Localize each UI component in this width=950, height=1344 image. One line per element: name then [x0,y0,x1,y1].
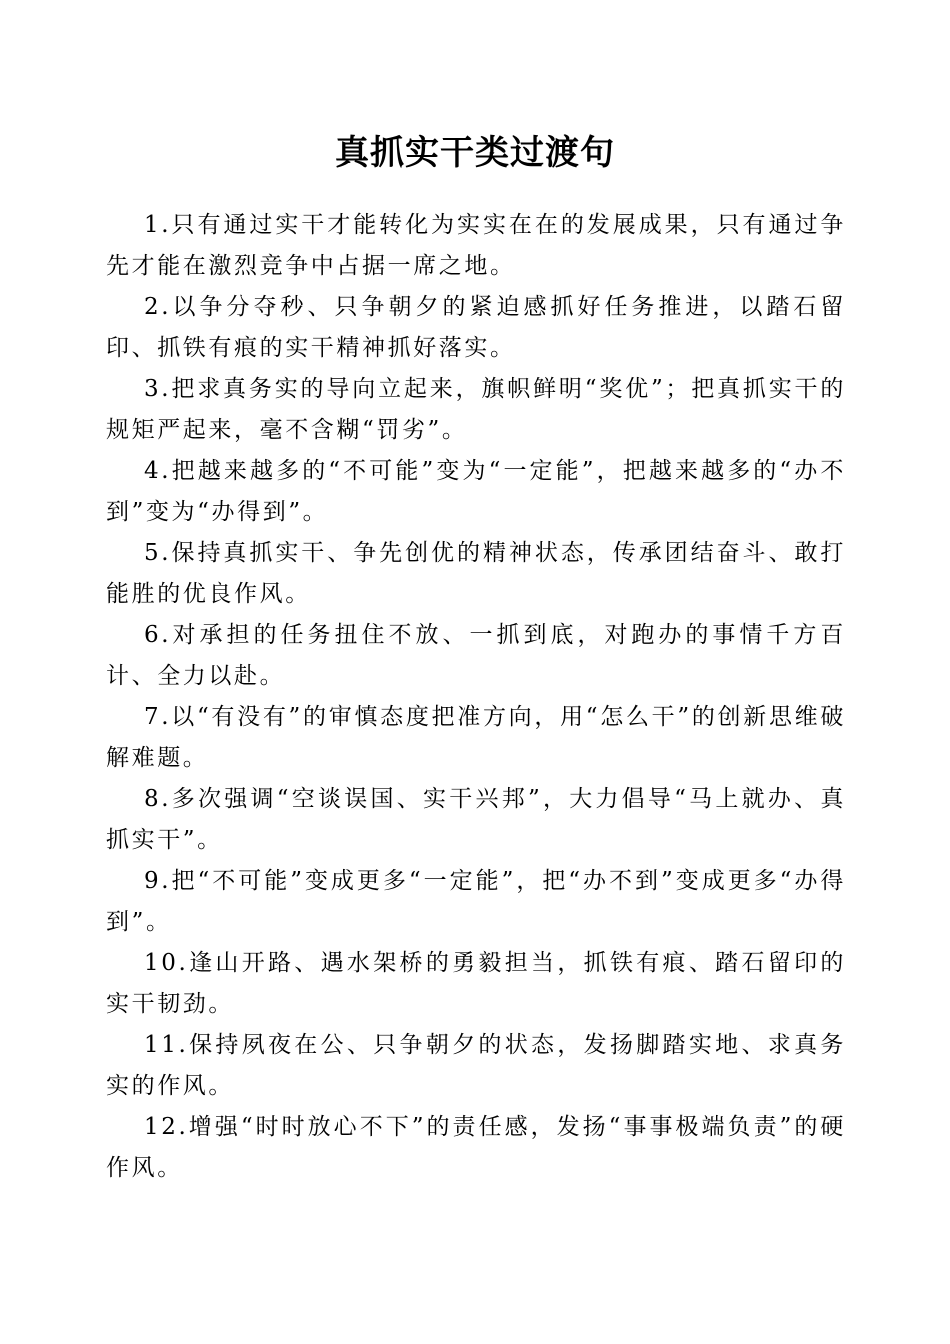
paragraph-12: 12.增强“时时放心不下”的责任感，发扬“事事极端负责”的硬作风。 [106,1114,846,1181]
paragraph-4: 4.把越来越多的“不可能”变为“一定能”，把越来越多的“办不到”变为“办得到”。 [106,458,846,525]
paragraph-9: 9.把“不可能”变成更多“一定能”，把“办不到”变成更多“办得到”。 [106,868,846,935]
paragraph-2: 2.以争分夺秒、只争朝夕的紧迫感抓好任务推进，以踏石留印、抓铁有痕的实干精神抓好落实。 [106,294,846,361]
paragraph-1: 1.只有通过实干才能转化为实实在在的发展成果，只有通过争先才能在激烈竞争中占据一席之地。 [106,212,846,279]
paragraph-10: 10.逢山开路、遇水架桥的勇毅担当，抓铁有痕、踏石留印的实干韧劲。 [106,950,846,1017]
document-body [106,205,846,1189]
paragraph-11: 11.保持夙夜在公、只争朝夕的状态，发扬脚踏实地、求真务实的作风。 [106,1032,846,1099]
paragraph-3: 3.把求真务实的导向立起来，旗帜鲜明“奖优”；把真抓实干的规矩严起来，毫不含糊“罚劣”。 [106,376,846,443]
document-title: 真抓实干类过渡句 [335,133,615,173]
paragraph-6: 6.对承担的任务扭住不放、一抓到底，对跑办的事情千方百计、全力以赴。 [106,622,846,689]
paragraph-5: 5.保持真抓实干、争先创优的精神状态，传承团结奋斗、敢打能胜的优良作风。 [106,540,846,607]
paragraph-7: 7.以“有没有”的审慎态度把准方向，用“怎么干”的创新思维破解难题。 [106,704,846,771]
paragraph-8: 8.多次强调“空谈误国、实干兴邦”，大力倡导“马上就办、真抓实干”。 [106,786,846,853]
